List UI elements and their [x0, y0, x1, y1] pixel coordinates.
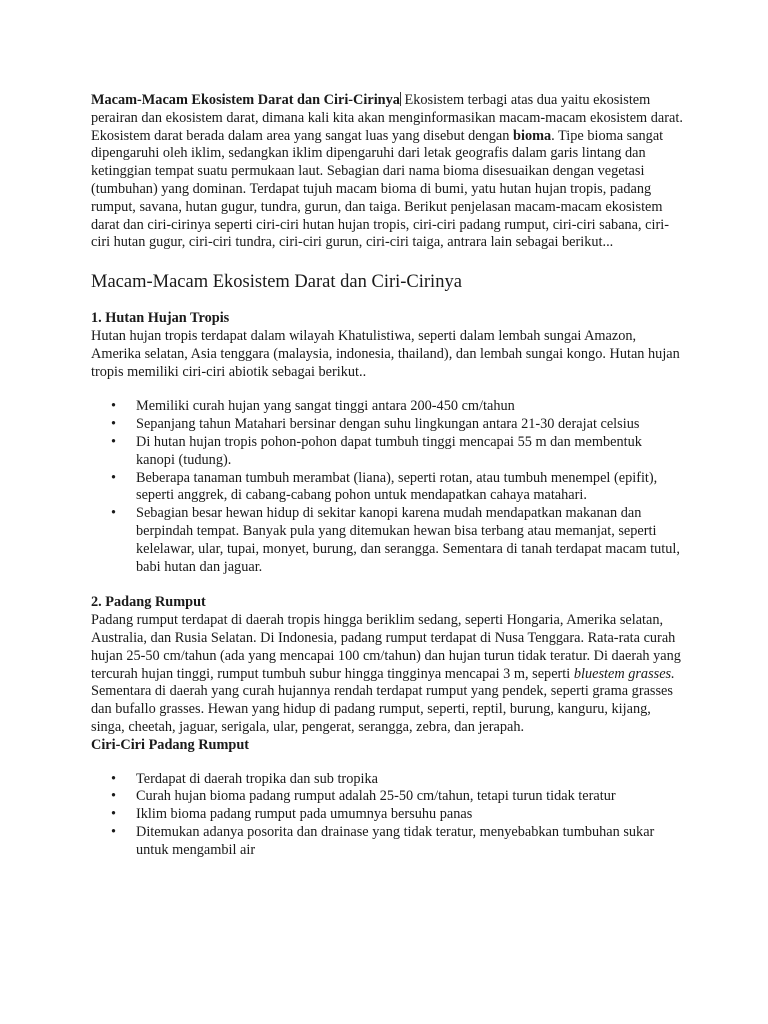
intro-text-2: . Tipe bioma sangat dipengaruhi oleh iklim, sedangkan iklim dipengaruhi dari letak geografis dalam garis lintang dan ketinggian tempat suatu permukaan laut. Sebagian dari nama bioma disesuaikan dengan vegetasi (tumbuhan) yang dominan. Terdapat tujuh macam bioma di bumi, yatu hutan hujan tropis, padang rumput, savana, hutan gugur, tundra, gurun, dan taiga. Berikut penjelasan macam-macam ekosistem darat dan ciri-cirinya seperti ciri-ciri hutan hujan tropis, ciri-ciri padang rumput, ciri-ciri sabana, ciri-ciri hutan gugur, ciri-ciri tundra, ciri-ciri gurun, ciri-ciri taiga, antrara lain sebagai berikut... — [91, 127, 669, 251]
document-page — [91, 92, 683, 859]
intro-inline-title: Macam-Macam Ekosistem Darat dan Ciri-Cirinya — [91, 92, 400, 108]
hutan-list — [91, 398, 683, 576]
list-item: • Sebagian besar hewan hidup di sekitar kanopi karena mudah mendapatkan makanan dan berpindah tempat. Banyak pula yang ditemukan hewan bisa terbang atau memanjat, seperti kelelawar, ular, tupai, monyet, burung, dan serangga. Sementara di tanah terdapat macam tutul, babi hutan dan jaguar. — [136, 505, 683, 576]
ciri-heading: Ciri-Ciri Padang Rumput — [91, 736, 250, 753]
padang-heading: 2. Padang Rumput — [91, 594, 206, 611]
padang-paragraph — [91, 612, 683, 737]
hutan-paragraph: Hutan hujan tropis terdapat dalam wilayah Khatulistiwa, seperti dalam lembah sungai Amazon, Amerika selatan, Asia tenggara (malaysia, indonesia, thailand), dan lembah sungai kongo. Hutan hujan tropis memiliki ciri-ciri abiotik sebagai berikut.. — [91, 327, 680, 380]
list-item: • Di hutan hujan tropis pohon-pohon dapat tumbuh tinggi mencapai 55 m dan membentuk kanopi (tudung). — [136, 434, 683, 470]
list-item: • Curah hujan bioma padang rumput adalah 25-50 cm/tahun, tetapi turun tidak teratur — [136, 788, 683, 806]
intro-paragraph — [91, 92, 683, 252]
padang-text-1: Padang rumput terdapat di daerah tropis hingga beriklim sedang, seperti Hongaria, Amerika selatan, Australia, dan Rusia Selatan. Di Indonesia, padang rumput terdapat di Nusa Tenggara. Rata-rata curah hujan 25-50 cm/tahun (ada yang mencapai 100 cm/tahun) dan hujan turun tidak teratur. Di daerah yang tercurah hujan tinggi, rumput tumbuh subur hingga tingginya mencapai 3 m, seperti — [91, 612, 681, 682]
list-item: • Iklim bioma padang rumput pada umumnya bersuhu panas — [136, 806, 683, 824]
list-item: • Ditemukan adanya posorita dan drainase yang tidak teratur, menyebabkan tumbuhan sukar untuk mengambil air — [136, 824, 683, 860]
list-item: • Sepanjang tahun Matahari bersinar dengan suhu lingkungan antara 21-30 derajat celsius — [136, 416, 683, 434]
section-heading: Macam-Macam Ekosistem Darat dan Ciri-Cirinya — [91, 272, 462, 293]
list-item: • Terdapat di daerah tropika dan sub tropika — [136, 771, 683, 789]
bioma-term: bioma — [513, 127, 552, 144]
hutan-heading: 1. Hutan Hujan Tropis — [91, 310, 230, 327]
list-item: • Beberapa tanaman tumbuh merambat (liana), seperti rotan, atau tumbuh menempel (epifit), seperti anggrek, di cabang-cabang pohon untuk mendapatkan cahaya matahari. — [136, 470, 683, 506]
padang-italic: bluestem grasses. — [573, 665, 675, 682]
list-item: • Memiliki curah hujan yang sangat tinggi antara 200-450 cm/tahun — [136, 398, 683, 416]
intro-text-1: Ekosistem terbagi atas dua yaitu ekosistem perairan dan ekosistem darat, dimana kali kita akan menginformasikan macam-macam ekosistem darat. Ekosistem darat berada dalam area yang sangat luas yang disebut dengan — [91, 92, 683, 144]
padang-list — [91, 771, 683, 860]
padang-text-2: Sementara di daerah yang curah hujannya rendah terdapat rumput yang pendek, seperti grama grasses dan bufallo grasses. Hewan yang hidup di padang rumput, seperti, reptil, burung, kanguru, kijang, singa, cheetah, jaguar, serigala, ular, pengerat, serangga, zebra, dan jerapah. — [91, 683, 673, 735]
